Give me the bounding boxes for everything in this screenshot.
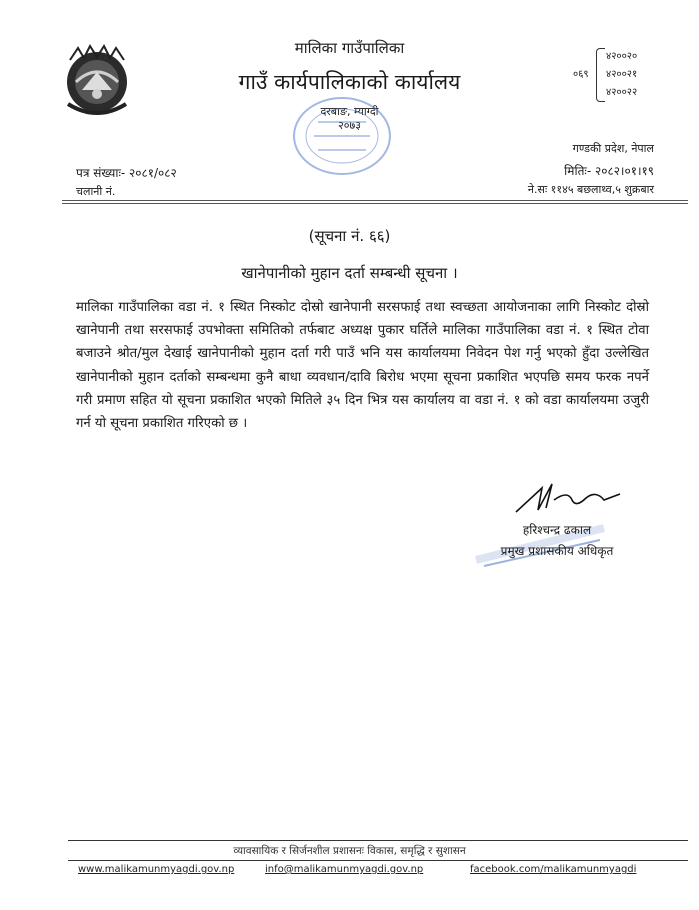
signatory-name: हरिश्चन्द्र ढकाल: [522, 523, 592, 537]
date-label: मितिः- २०८२।०१।१९: [564, 164, 654, 178]
municipality-name: मालिका गाउँपालिका: [294, 39, 405, 57]
phone-number: ४२००२०: [606, 51, 638, 62]
letter-number: पत्र संख्याः- २०८१/०८२: [76, 166, 177, 180]
nepal-samvat-date: ने.सः ११४५ बछलाथ्व,५ शुक्रबार: [527, 183, 654, 196]
email-link[interactable]: info@malikamunmyagdi.gov.np: [265, 864, 424, 875]
signatory-title: प्रमुख प्रशासकीय अधिकृत: [500, 544, 614, 558]
dispatch-number: चलानी नं.: [76, 185, 116, 198]
footer-tagline: व्यावसायिक र सिर्जनशील प्रशासनः विकास, समृद्धि र सुशासन: [233, 845, 466, 857]
header-divider: [62, 203, 688, 204]
footer-divider: [68, 860, 688, 861]
phone-number: ४२००२१: [606, 69, 638, 80]
facebook-link[interactable]: facebook.com/malikamunmyagdi: [470, 864, 637, 875]
office-name: गाउँ कार्यपालिकाको कार्यालय: [238, 70, 461, 94]
notice-body: मालिका गाउँपालिका वडा नं. १ स्थित निस्कोट दोस्रो खानेपानी सरसफाई तथा स्वच्छता आयोजनाका लागि निस्कोट दोस्रो खानेपानी तथा सरसफाई उपभोक्ता समितिको तर्फबाट अध्यक्ष पुकार घर्तिले मालिका गाउँपालिका वडा नं. १ स्थित टोवा बजाउने श्रोत/मुल देखाई खानेपानीको मुहान दर्ता गरी पाउँ भनि यस कार्यालयमा निवेदन पेश गर्नु भएको हुँदा उल्लेखित खानेपानीको मुहान दर्ताको सम्बन्धमा कुनै बाधा व्यवधान/दावि बिरोध भएमा सूचना प्रकाशित भएपछि समय फरक नपर्ने गरी प्रमाण सहित यो सूचना प्रकाशित भएको मितिले ३५ दिन भित्र यस कार्यालय वा वडा नं. १ को वडा कार्यालयमा उजुरी गर्न यो सूचना प्रकाशित गरिएको छ ।: [76, 300, 649, 432]
handwritten-signature-icon: [512, 478, 624, 518]
phone-list: [606, 48, 637, 102]
office-stamp-icon: [290, 92, 394, 180]
phone-number: ४२००२२: [606, 87, 638, 98]
phone-brace: [596, 48, 605, 102]
notice-subject: खानेपानीको मुहान दर्ता सम्बन्धी सूचना ।: [241, 264, 458, 282]
office-address: दरबाङ, म्याग्दी: [320, 105, 379, 118]
website-link[interactable]: www.malikamunmyagdi.gov.np: [78, 864, 235, 875]
footer-divider: [68, 840, 688, 841]
phone-prefix: ०६९: [573, 69, 589, 80]
province-label: गण्डकी प्रदेश, नेपाल: [572, 142, 654, 155]
notice-number: (सूचना नं. ६६): [308, 227, 391, 245]
established-year: २०७३: [338, 119, 361, 132]
header-divider: [62, 200, 688, 201]
